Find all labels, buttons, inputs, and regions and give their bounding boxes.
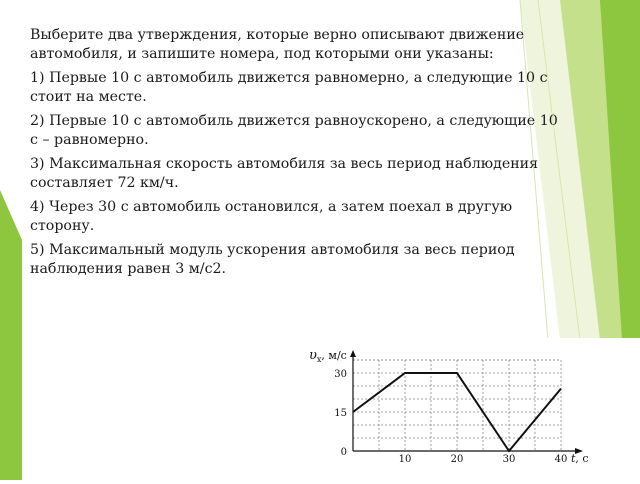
y-tick-label: 0 [341,447,347,458]
statement-1: 1) Первые 10 с автомобиль движется равномерно, а следующие 10 с стоит на месте. [30,69,570,106]
x-tick-label: 20 [451,454,464,465]
y-tick-label: 15 [334,408,347,419]
statement-2: 2) Первые 10 с автомобиль движется равноускорено, а следующие 10 с – равномерно. [30,112,570,149]
question-intro: Выберите два утверждения, которые верно описывают движение автомобиля, и запишите номера, под которыми они указаны: [30,26,570,63]
statement-3: 3) Максимальная скорость автомобиля за весь период наблюдения составляет 72 км/ч. [30,155,570,192]
y-axis-label: $\upsilon_x$, м/с [309,348,347,364]
x-tick-label: 40 [555,454,568,465]
question-text [30,26,570,284]
x-tick-label: 10 [399,454,412,465]
y-tick-label: 30 [334,369,347,380]
velocity-graph [300,338,640,480]
x-axis-label: t, с [571,452,589,465]
velocity-chart [300,338,640,480]
statement-5: 5) Максимальный модуль ускорения автомобиля за весь период наблюдения равен 3 м/с2. [30,241,570,278]
statement-4: 4) Через 30 с автомобиль остановился, а затем поехал в другую сторону. [30,198,570,235]
graph-background [300,338,640,480]
x-tick-label: 30 [503,454,516,465]
left-green-shape [0,190,22,480]
